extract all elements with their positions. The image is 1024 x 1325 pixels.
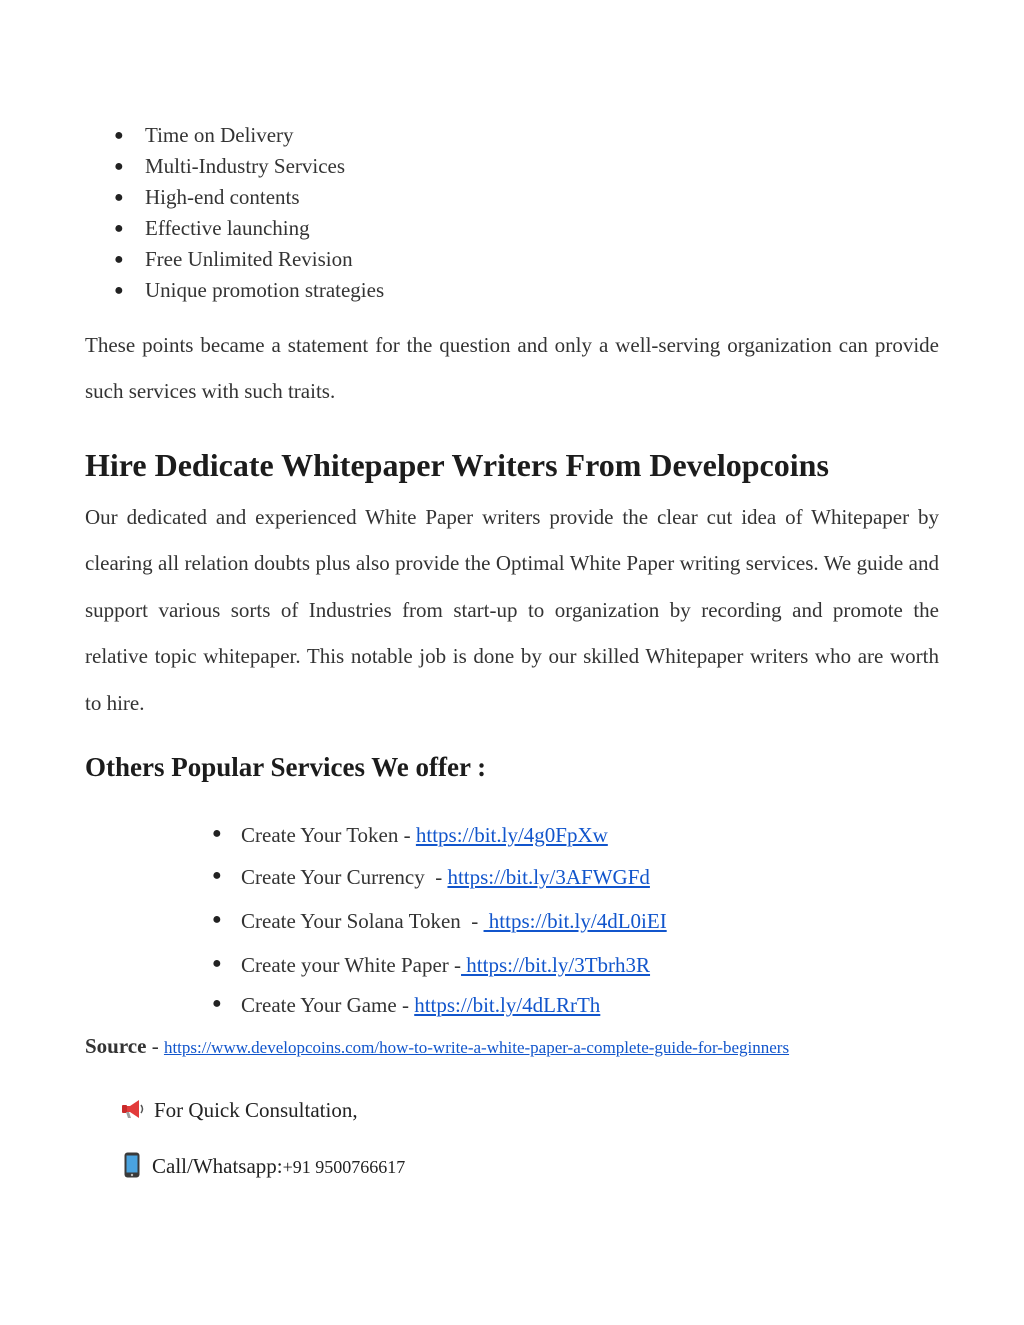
call-line bbox=[124, 1152, 405, 1179]
features-list bbox=[86, 120, 384, 306]
services-heading: Others Popular Services We offer : bbox=[85, 752, 487, 782]
service-link-solana-token[interactable]: https://bit.ly/4dL0iEI bbox=[483, 909, 667, 933]
feature-text: Effective launching bbox=[145, 216, 310, 240]
hire-heading: Hire Dedicate Whitepaper Writers From Developcoins bbox=[85, 447, 829, 483]
service-link-white-paper[interactable]: https://bit.ly/3Tbrh3R bbox=[461, 953, 651, 977]
service-link-token[interactable]: https://bit.ly/4g0FpXw bbox=[415, 823, 608, 847]
consultation-text: For Quick Consultation, bbox=[154, 1098, 358, 1122]
bullet-icon: ● bbox=[114, 127, 124, 144]
service-label: Create Your Game - bbox=[241, 993, 415, 1017]
mobile-phone-icon bbox=[124, 1152, 140, 1178]
feature-text: High-end contents bbox=[145, 185, 300, 209]
source-label: Source bbox=[85, 1034, 147, 1058]
bullet-icon: ● bbox=[212, 825, 222, 842]
list-item bbox=[212, 993, 600, 1018]
list-item bbox=[212, 909, 667, 934]
service-label: Create Your Currency - bbox=[241, 865, 448, 889]
service-link-game[interactable]: https://bit.ly/4dLRrTh bbox=[414, 993, 601, 1017]
feature-text: Free Unlimited Revision bbox=[145, 247, 353, 271]
intro-paragraph: These points became a statement for the question and only a well-serving organization can provide such services with such traits. bbox=[85, 333, 939, 403]
service-label: Create your White Paper - bbox=[241, 953, 462, 977]
list-item bbox=[86, 151, 384, 182]
list-item bbox=[212, 953, 650, 978]
bullet-icon: ● bbox=[114, 158, 124, 175]
service-link-currency[interactable]: https://bit.ly/3AFWGFd bbox=[447, 865, 650, 889]
bullet-icon: ● bbox=[114, 220, 124, 237]
list-item bbox=[212, 823, 608, 848]
source-separator: - bbox=[146, 1034, 164, 1058]
list-item bbox=[86, 244, 384, 275]
list-item bbox=[86, 275, 384, 306]
bullet-icon: ● bbox=[212, 955, 222, 972]
bullet-icon: ● bbox=[114, 189, 124, 206]
list-item bbox=[86, 182, 384, 213]
bullet-icon: ● bbox=[212, 995, 222, 1012]
source-link[interactable]: https://www.developcoins.com/how-to-write-a-white-paper-a-complete-guide-for-beginners bbox=[163, 1038, 790, 1057]
list-item bbox=[86, 213, 384, 244]
feature-text: Time on Delivery bbox=[145, 123, 294, 147]
service-label: Create Your Token - bbox=[241, 823, 416, 847]
call-label: Call/Whatsapp: bbox=[152, 1154, 283, 1178]
feature-text: Unique promotion strategies bbox=[145, 278, 385, 302]
bullet-icon: ● bbox=[114, 251, 124, 268]
feature-text: Multi-Industry Services bbox=[145, 154, 346, 178]
bullet-icon: ● bbox=[212, 911, 222, 928]
phone-number[interactable]: +91 9500766617 bbox=[282, 1157, 406, 1177]
list-item bbox=[86, 120, 384, 151]
bullet-icon: ● bbox=[212, 867, 222, 884]
source-line bbox=[85, 1034, 789, 1059]
hire-paragraph: Our dedicated and experienced White Paper writers provide the clear cut idea of Whitepaper by clearing all relation doubts plus also provide the Optimal White Paper writing services. We guide and support various sorts of Industries from start-up to organization by recording and promote the relative topic whitepaper. This notable job is done by our skilled Whitepaper writers who are worth to hire. bbox=[85, 505, 939, 715]
service-label: Create Your Solana Token - bbox=[241, 909, 484, 933]
list-item bbox=[212, 865, 650, 890]
consultation-line bbox=[120, 1098, 358, 1123]
megaphone-icon bbox=[120, 1098, 146, 1120]
bullet-icon: ● bbox=[114, 282, 124, 299]
